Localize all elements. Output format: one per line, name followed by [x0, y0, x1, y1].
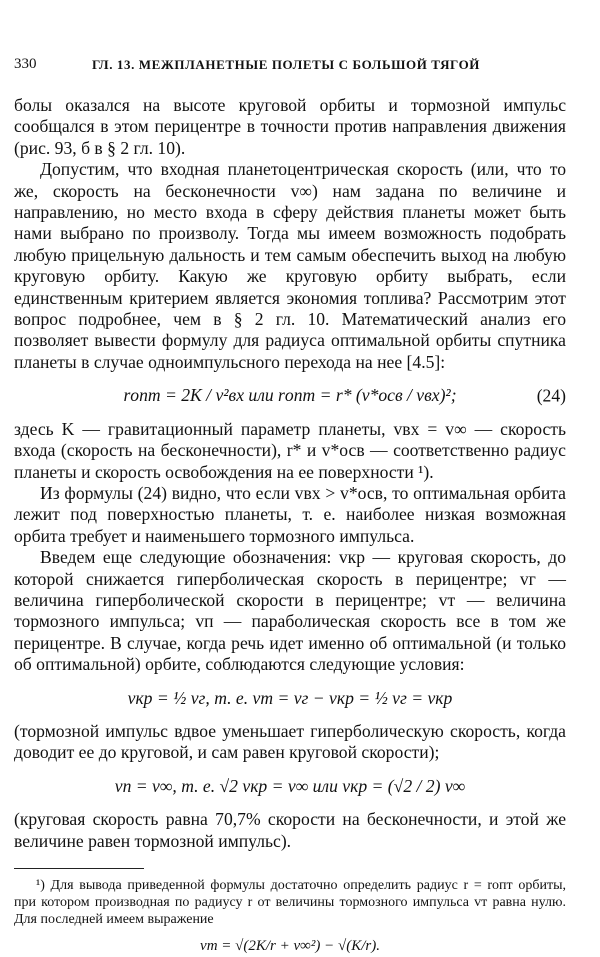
footnote: ¹) Для вывода приведенной формулы достаточно определить радиус r = rопт орбиты, при котором производная по радиусу r от величины тормозного импульса vт равна нулю. Для последней имеем выражение: [14, 878, 566, 927]
paragraph: здесь K — гравитационный параметр планеты, vвх = v∞ — скорость входа (скорость на бесконечности), r* и v*осв — соответственно радиус планеты и скорость освобождения на ее поверхности ¹).: [14, 418, 566, 482]
paragraph: (круговая скорость равна 70,7% скорости на бесконечности, и этой же величине равен тормозной импульс).: [14, 809, 566, 851]
paragraph: Введем еще следующие обозначения: vкр — круговая скорость, до которой снижается гиперболическая скорость в перицентре; vг — величина гиперболической скорости в перицентре; vт — величина тормозного импульса; vп — параболическая скорость все в том же перицентре. В случае, когда речь идет именно об оптимальной (и только об оптимальной) орбите, соблюдаются следующие условия:: [14, 547, 566, 675]
paragraph: (тормозной импульс вдвое уменьшает гиперболическую скорость, когда доводит ее до круговой, и сам равен круговой скорости);: [14, 720, 566, 763]
equation-number: (24): [536, 385, 566, 406]
footnote-divider: [14, 868, 144, 869]
page-header: [14, 56, 576, 78]
footnote-formula: vт = √(2K/r + v∞²) − √(K/r).: [200, 938, 380, 954]
paragraph: Допустим, что входная планетоцентрическая скорость (или, что то же, скорость на бесконечности v∞) нам задана по величине и направлению, но место входа в сферу действия планеты может быть нами выбрано по произволу. Тогда мы имеем возможность подобрать любую прицельную дальность и тем самым обеспечить выход на любую круговую орбиту. Какую же круговую орбиту выбрать, если единственным критерием является экономия топлива? Рассмотрим этот вопрос подробнее, чем в § 2 гл. 10. Математический анализ его позволяет вывести формулу для радиуса оптимальной орбиты спутника планеты в случае одноимпульсного перехода на нее [4.5]:: [14, 159, 566, 372]
paragraph: болы оказался на высоте круговой орбиты и тормозной импульс сообщался в этом перицентре в точности против направления движения (рис. 93, б в § 2 гл. 10).: [14, 95, 566, 158]
formula-text: rопт = 2K / v²вх или rопт = r* (v*осв / vвх)²;: [123, 385, 457, 406]
formula-text: vкр = ½ vг, т. е. vт = vг − vкр = ½ vг = vкр: [127, 687, 453, 708]
page-number: 330: [14, 56, 37, 72]
formula-text: vп = v∞, т. е. √2 vкр = v∞ или vкр = (√2 / 2) v∞: [114, 775, 466, 796]
formula-24: [14, 385, 566, 406]
paragraph: Из формулы (24) видно, что если vвх > v*осв, то оптимальная орбита лежит под поверхностью планеты, т. е. наиболее низкая возможная орбита требует и наименьшего тормозного импульса.: [14, 482, 566, 546]
formula-parabolic: [14, 776, 566, 797]
page-body: [14, 95, 566, 957]
running-title: ГЛ. 13. МЕЖПЛАНЕТНЫЕ ПОЛЕТЫ С БОЛЬШОЙ ТЯГОЙ: [92, 57, 481, 72]
formula-optimal-conditions: [14, 688, 566, 709]
